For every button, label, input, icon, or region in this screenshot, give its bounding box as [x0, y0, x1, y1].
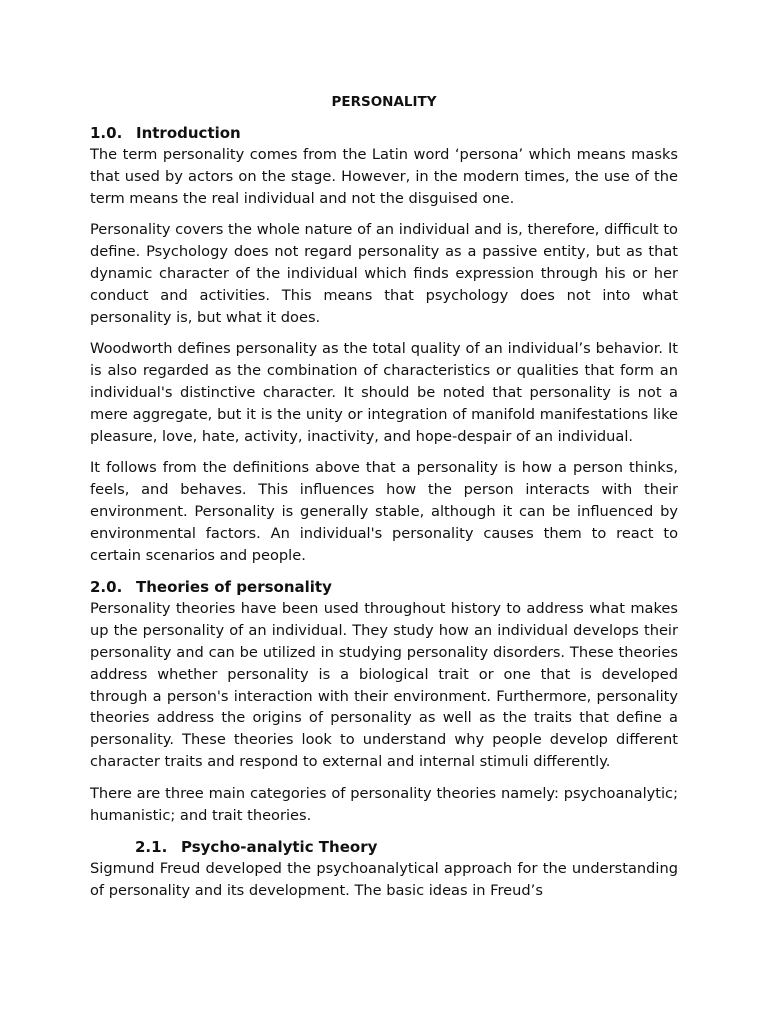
section-title: Introduction [136, 124, 241, 142]
paragraph: The term personality comes from the Latin word ‘persona’ which means masks that used by actors on the stage. However, in the modern times, the use of the term means the real individual and not the disguised one. [90, 146, 678, 207]
document-title: PERSONALITY [331, 94, 437, 110]
section-title: Theories of personality [136, 578, 332, 597]
paragraph: There are three main categories of personality theories namely: psychoanalytic; humanistic; and trait theories. [90, 784, 678, 824]
section-title: Psycho-analytic Theory [181, 838, 378, 857]
subsection-heading-psychoanalytic [135, 836, 678, 858]
section-heading-theories [90, 576, 678, 598]
paragraph: Personality theories have been used throughout history to address what makes up the personality of an individual. They study how an individual develops their personality and can be utilized in studying personality disorders. These theories address whether personality is a biological trait or one that is developed through a person's interaction with their environment. Furthermore, personality theories address the origins of personality as well as the traits that define a personality. These theories look to understand why people develop different character traits and respond to external and internal stimuli differently. [90, 600, 678, 770]
paragraph: Personality covers the whole nature of an individual and is, therefore, difficult to define. Psychology does not regard personality as a passive entity, but as that dynamic character of the individual which finds expression through his or her conduct and activities. This means that psychology does not into what personality is, but what it does. [90, 221, 678, 326]
section-number: 1.0. [90, 124, 123, 142]
section-number: 2.1. [135, 838, 168, 857]
paragraph: Sigmund Freud developed the psychoanalytical approach for the understanding of personality and its development. The basic ideas in Freud’s [90, 860, 678, 900]
paragraph: It follows from the definitions above that a personality is how a person thinks, feels, and behaves. This influences how the person interacts with their environment. Personality is generally stable, although it can be influenced by environmental factors. An individual's personality causes them to react to certain scenarios and people. [90, 459, 678, 564]
document-page [90, 91, 678, 902]
section-number: 2.0. [90, 578, 123, 597]
paragraph: Woodworth defines personality as the total quality of an individual’s behavior. It is also regarded as the combination of characteristics or qualities that form an individual's distinctive character. It should be noted that personality is not a mere aggregate, but it is the unity or integration of manifold manifestations like pleasure, love, hate, activity, inactivity, and hope-despair of an individual. [90, 340, 678, 445]
section-heading-introduction [90, 122, 678, 144]
